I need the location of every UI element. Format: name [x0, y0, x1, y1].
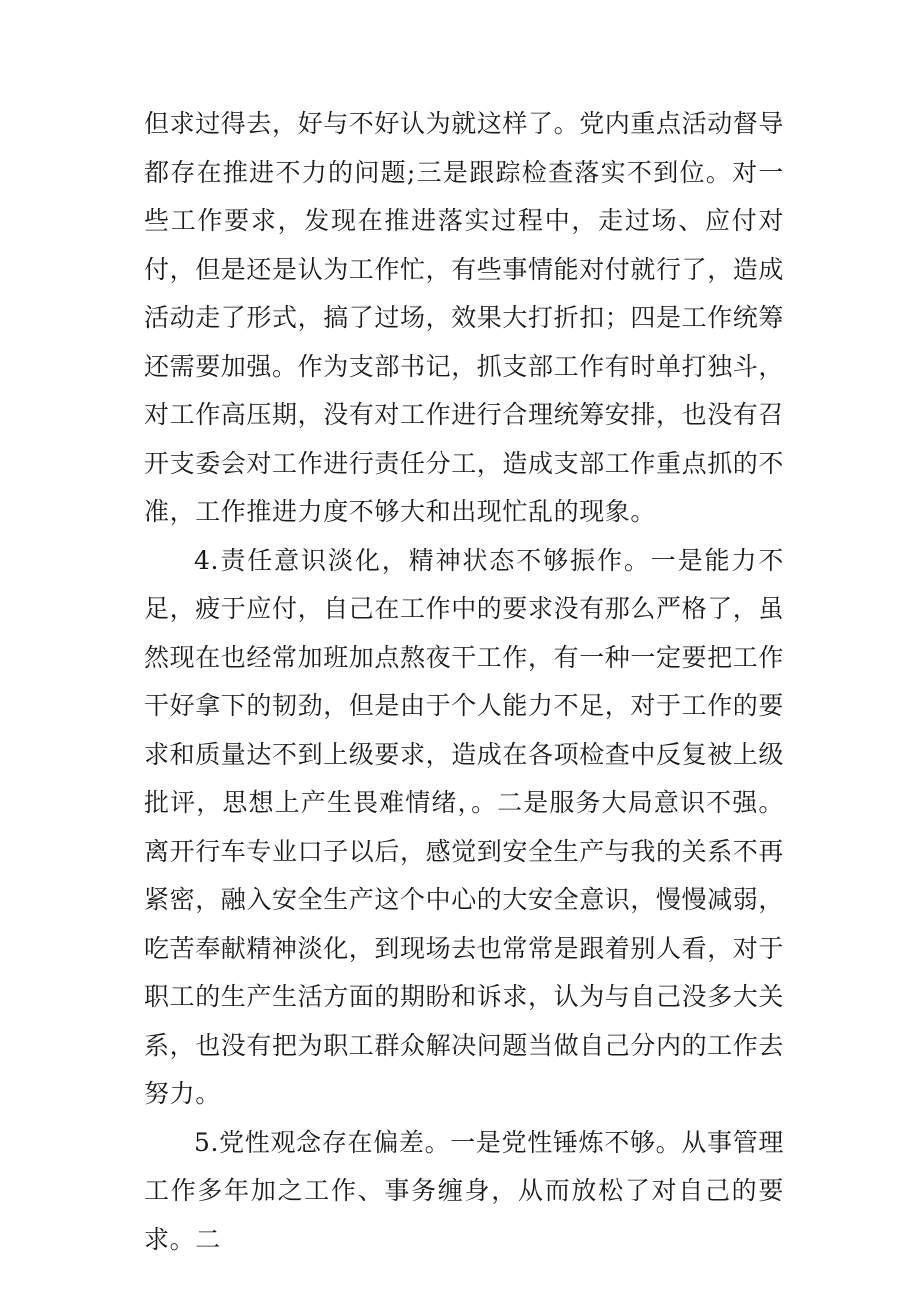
paragraph-continuation: 但求过得去，好与不好认为就这样了。党内重点活动督导都存在推进不力的问题;三是跟踪检查落实不到位。对一些工作要求，发现在推进落实过程中，走过场、应付对付，但是还是认为工作忙，有些事情能对付就行了，造成活动走了形式，搞了过场，效果大打折扣；四是工作统筹还需要加强。作为支部书记，抓支部工作有时单打独斗，对工作高压期，没有对工作进行合理统筹安排，也没有召开支委会对工作进行责任分工，造成支部工作重点抓的不准，工作推进力度不够大和出现忙乱的现象。	[144, 109, 785, 526]
paragraph-section-4: 4.责任意识淡化，精神状态不够振作。一是能力不足，疲于应付，自己在工作中的要求没有那么严格了，虽然现在也经常加班加点熬夜干工作，有一种一定要把工作干好拿下的韧劲，但是由于个人能力不足，对于工作的要求和质量达不到上级要求，造成在各项检查中反复被上级批评，思想上产生畏难情绪，。二是服务大局意识不强。离开行车专业口子以后，感觉到安全生产与我的关系不再紧密，融入安全生产这个中心的大安全意识，慢慢减弱，吃苦奉献精神淡化，到现场去也常常是跟着别人看，对于职工的生产生活方面的期盼和诉求，认为与自己没多大关系，也没有把为职工群众解决问题当做自己分内的工作去努力。	[144, 545, 785, 1108]
document-page	[144, 100, 784, 1264]
paragraph-section-5: 5.党性观念存在偏差。一是党性锤炼不够。从事管理工作多年加之工作、事务缠身，从而放松了对自己的要求。二	[144, 1127, 784, 1254]
